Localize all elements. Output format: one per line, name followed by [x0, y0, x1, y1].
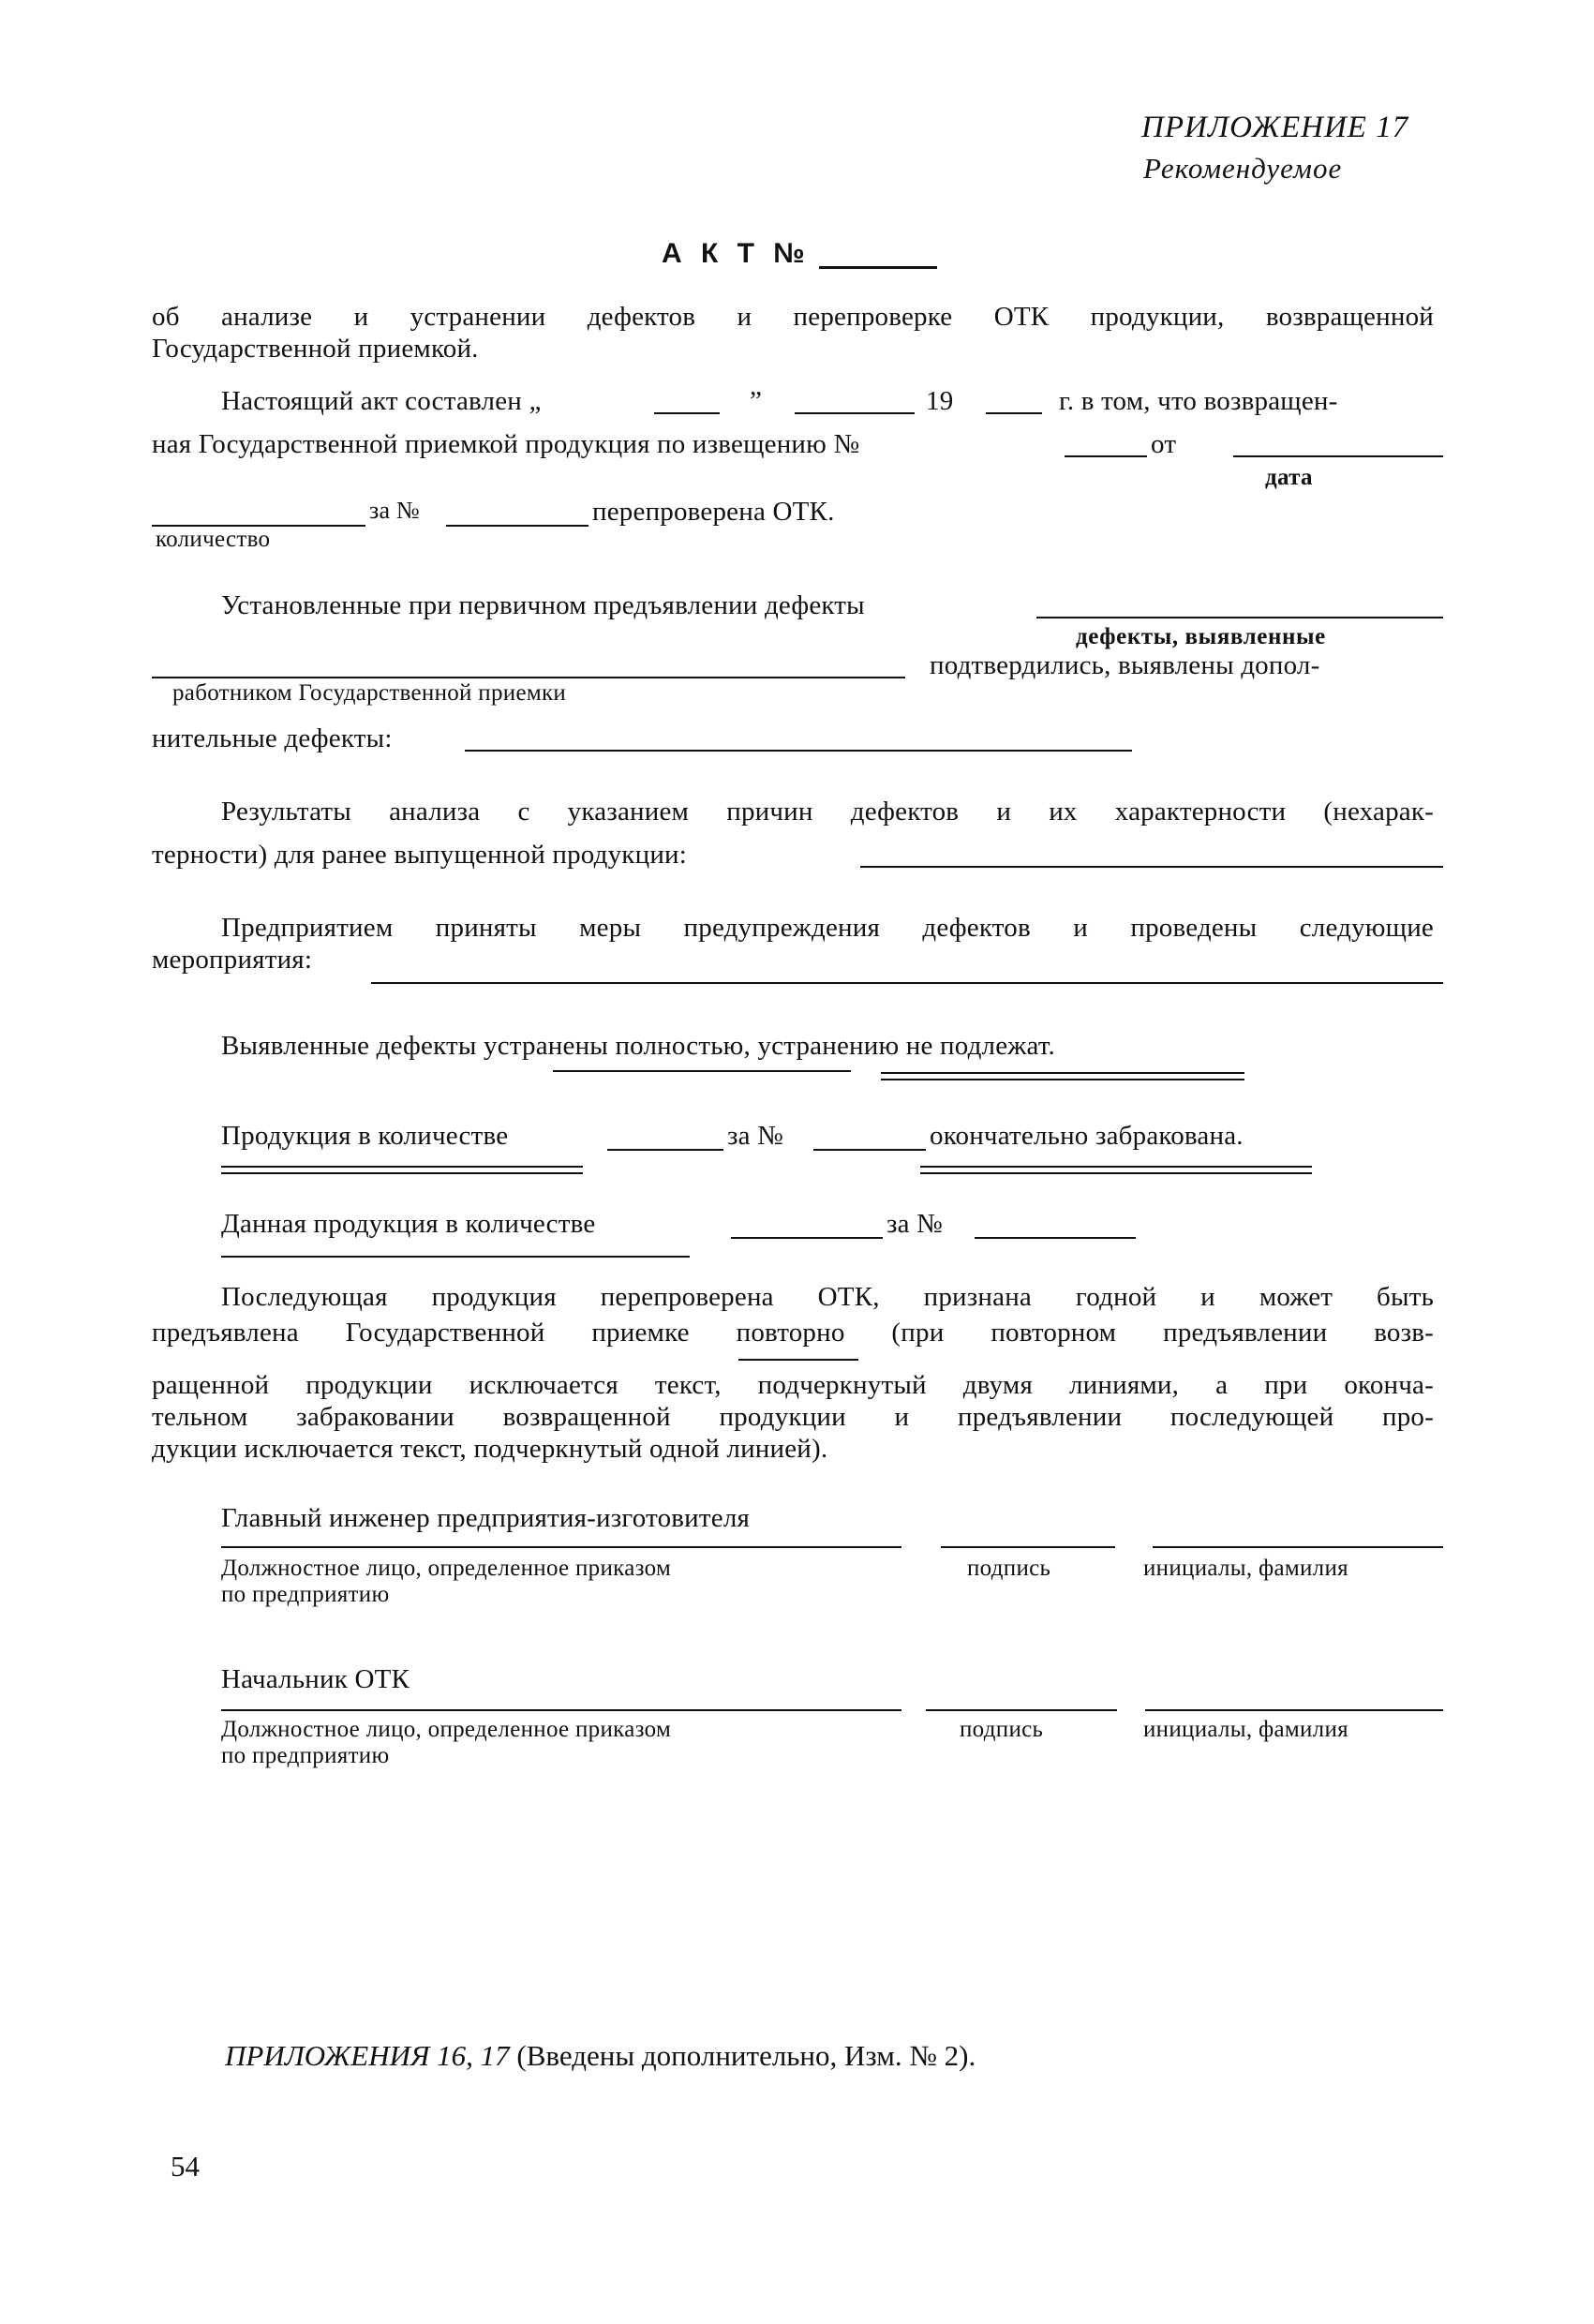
p8-line3: ращенной продукции исключается текст, подчеркнутый двумя линиями, а при оконча-	[152, 1370, 1434, 1400]
day-field[interactable]	[654, 412, 720, 414]
chief-engineer-official-line[interactable]	[221, 1546, 901, 1548]
chief-engineer-official-caption-2: по предприятию	[221, 1582, 390, 1607]
page-number: 54	[171, 2150, 200, 2182]
otk-head-role: Начальник ОТК	[221, 1664, 410, 1694]
p8-line4: тельном забраковании возвращенной продукции и предъявлении последующей про-	[152, 1402, 1434, 1432]
p5-line	[221, 1031, 1055, 1062]
p8-line2-end: (при повторном предъявлении возв-	[844, 1318, 1434, 1348]
p1-quote: ”	[750, 386, 763, 416]
rejected-number-field[interactable]	[813, 1149, 926, 1151]
analysis-results-field[interactable]	[860, 866, 1443, 868]
defects-caption: дефекты, выявленные	[1076, 624, 1326, 649]
p2-confirmed: подтвердились, выявлены допол-	[930, 650, 1320, 680]
p5-end: .	[1048, 1031, 1055, 1061]
chief-engineer-signature-line[interactable]	[941, 1546, 1115, 1548]
p8-line1: Последующая продукция перепроверена ОТК, признана годной и может быть	[221, 1282, 1434, 1312]
act-number-field[interactable]	[819, 266, 937, 269]
double-underline-rejected	[920, 1166, 1312, 1174]
measures-field[interactable]	[371, 982, 1443, 984]
otk-head-name-caption: инициалы, фамилия	[1143, 1717, 1348, 1742]
act-subtitle-line2: Государственной приемкой.	[152, 334, 479, 364]
quantity-caption: количество	[156, 527, 271, 552]
batch-number-field[interactable]	[446, 525, 588, 527]
p1-text-start: Настоящий акт составлен „	[221, 386, 542, 416]
rejected-quantity-field[interactable]	[607, 1149, 723, 1151]
p1-from: от	[1151, 429, 1177, 459]
p3-line2: терности) для ранее выпущенной продукции:	[152, 840, 688, 870]
year-field[interactable]	[986, 412, 1042, 414]
appendices-amendment: (Введены дополнительно, Изм. № 2).	[516, 2039, 976, 2072]
p5-separator: ,	[743, 1031, 758, 1061]
chief-engineer-name-caption: инициалы, фамилия	[1143, 1556, 1348, 1581]
confirmed-defects-field[interactable]	[152, 677, 905, 678]
fully-eliminated-option: устранены полностью	[484, 1031, 744, 1061]
p6-za-no: за №	[727, 1121, 784, 1151]
act-title: А К Т №	[662, 238, 811, 269]
appendices-note	[225, 2039, 976, 2073]
chief-engineer-name-line[interactable]	[1153, 1546, 1443, 1548]
p8-line2-start: предъявлена Государственной приемке	[152, 1318, 737, 1348]
single-underline-fully-eliminated	[553, 1070, 851, 1072]
p6-text-start: Продукция в количестве	[221, 1121, 509, 1151]
appendix-label: ПРИЛОЖЕНИЕ 17	[1141, 111, 1409, 144]
chief-engineer-official-caption: Должностное лицо, определенное приказом	[221, 1556, 672, 1581]
p7-text-start: Данная продукция в количестве	[221, 1209, 596, 1239]
act-subtitle-line1: об анализе и устранении дефектов и перепроверке ОТК продукции, возвращенной	[152, 302, 1434, 332]
p6-text-end: окончательно забракована.	[930, 1121, 1244, 1151]
initial-defects-field[interactable]	[1036, 617, 1443, 618]
month-field[interactable]	[795, 412, 915, 414]
notice-number-field[interactable]	[1065, 455, 1147, 457]
p1-year-prefix: 19	[926, 386, 954, 416]
next-quantity-field[interactable]	[731, 1237, 883, 1239]
p3-line1: Результаты анализа с указанием причин дефектов и их характерности (нехарак-	[221, 797, 1434, 827]
p1-rechecked: перепроверена ОТК.	[592, 497, 835, 527]
p5-prefix: Выявленные дефекты	[221, 1031, 484, 1061]
p1-line2: ная Государственной приемкой продукция по извещению №	[152, 429, 860, 459]
otk-head-name-line[interactable]	[1145, 1709, 1443, 1711]
chief-engineer-role: Главный инженер предприятия-изготовителя	[221, 1503, 751, 1533]
otk-head-signature-line[interactable]	[926, 1709, 1117, 1711]
p7-za-no: за №	[886, 1209, 944, 1239]
next-number-field[interactable]	[975, 1237, 1136, 1239]
p4-line2: мероприятия:	[152, 945, 313, 975]
otk-head-official-caption-2: по предприятию	[221, 1743, 390, 1768]
single-underline-given-product	[221, 1256, 690, 1258]
chief-engineer-signature-caption: подпись	[967, 1556, 1051, 1581]
worker-caption: работником Государственной приемки	[172, 680, 567, 706]
p1-text-end: г. в том, что возвращен-	[1059, 386, 1338, 416]
otk-head-signature-caption: подпись	[960, 1717, 1044, 1742]
p2-line3: нительные дефекты:	[152, 723, 393, 753]
otk-head-official-line[interactable]	[221, 1709, 901, 1711]
double-underline-product-qty	[221, 1166, 583, 1174]
p8-line2	[152, 1318, 1434, 1348]
date-caption: дата	[1265, 465, 1313, 490]
notice-date-field[interactable]	[1233, 455, 1443, 457]
single-underline-repeated	[738, 1359, 858, 1361]
appendices-label: ПРИЛОЖЕНИЯ 16, 17	[225, 2039, 510, 2072]
p8-line5: дукции исключается текст, подчеркнутый одной линией).	[152, 1434, 828, 1464]
p4-line1: Предприятием приняты меры предупреждения дефектов и проведены следующие	[221, 913, 1434, 943]
recommended-label: Рекомендуемое	[1143, 152, 1343, 185]
otk-head-official-caption: Должностное лицо, определенное приказом	[221, 1717, 672, 1742]
not-subject-option: устранению не подлежат	[757, 1031, 1049, 1061]
double-underline-not-subject	[881, 1072, 1244, 1080]
p1-za-no: за №	[369, 497, 420, 524]
p2-line1: Установленные при первичном предъявлении дефекты	[221, 590, 865, 620]
repeated-word: повторно	[736, 1318, 845, 1348]
additional-defects-field[interactable]	[465, 750, 1132, 752]
